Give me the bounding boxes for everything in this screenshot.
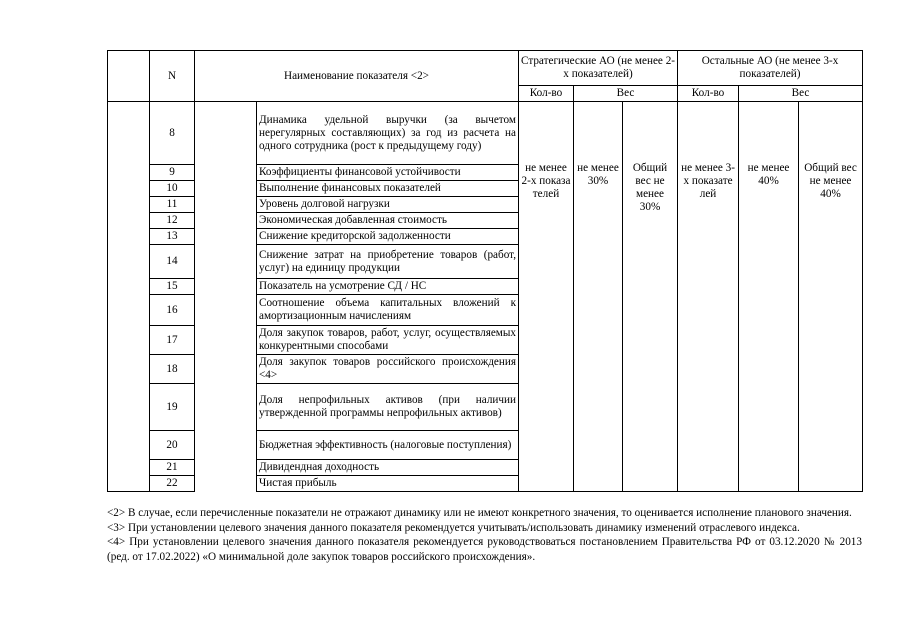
row-number: 16: [150, 295, 195, 326]
indicator-name: Бюджетная эффективность (налоговые поступления): [257, 431, 519, 460]
row-number: 8: [150, 102, 195, 165]
row-number: 11: [150, 197, 195, 213]
indicator-name: Уровень долговой нагрузки: [257, 197, 519, 213]
indicator-name: Снижение кредиторской задолженности: [257, 229, 519, 245]
row-number: 22: [150, 476, 195, 492]
indicator-name: Чистая прибыль: [257, 476, 519, 492]
row-number: 18: [150, 355, 195, 384]
n-column-header: N: [150, 51, 195, 102]
strategic-weight-cell: не менее 30%: [574, 102, 623, 492]
other-qty-header: Кол-во: [678, 86, 739, 102]
indicator-name: Доля непрофильных активов (при наличии утвержденной программы непрофильных активов): [257, 384, 519, 431]
indicator-name: Выполнение финансовых показателей: [257, 181, 519, 197]
strategic-qty-cell: не менее 2-х показа телей: [519, 102, 574, 492]
indicator-name: Соотношение объема капитальных вложений к амортизационным начислениям: [257, 295, 519, 326]
strategic-total-weight-cell: Общий вес не менее 30%: [623, 102, 678, 492]
footnotes: [107, 506, 862, 564]
row-number: 15: [150, 279, 195, 295]
indicators-table: [107, 50, 863, 492]
footnote: <4> При установлении целевого значения данного показателя рекомендуется руководствоваться постановлением Правительства РФ от 03.12.2020 № 2013 (ред. от 17.02.2022) «О минимальной доле закупок товаров российского происхождения».: [107, 536, 862, 563]
row-number: 10: [150, 181, 195, 197]
spacer-cell: [195, 102, 257, 492]
blank-cell: [108, 102, 150, 492]
row-number: 19: [150, 384, 195, 431]
row-number: 17: [150, 326, 195, 355]
indicator-name: Дивидендная доходность: [257, 460, 519, 476]
other-weight-header: Вес: [739, 86, 863, 102]
indicator-name: Коэффициенты финансовой устойчивости: [257, 165, 519, 181]
footnote: <3> При установлении целевого значения данного показателя рекомендуется учитывать/использовать динамику изменений отраслевого индекса.: [107, 521, 800, 534]
footnote: <2> В случае, если перечисленные показатели не отражают динамику или не имеют конкретного значения, то оценивается исполнение планового значения.: [107, 507, 852, 519]
name-column-header: Наименование показателя <2>: [195, 51, 519, 102]
blank-header-cell: [108, 51, 150, 102]
row-number: 13: [150, 229, 195, 245]
indicator-name: Экономическая добавленная стоимость: [257, 213, 519, 229]
strategic-weight-header: Вес: [574, 86, 678, 102]
row-number: 21: [150, 460, 195, 476]
other-weight-cell: не менее 40%: [739, 102, 799, 492]
strategic-ao-header: Стратегические АО (не менее 2-х показателей): [519, 51, 678, 86]
strategic-qty-header: Кол-во: [519, 86, 574, 102]
header-row: [108, 51, 863, 86]
indicator-name: Показатель на усмотрение СД / НС: [257, 279, 519, 295]
row-number: 12: [150, 213, 195, 229]
other-ao-header: Остальные АО (не менее 3-х показателей): [678, 51, 863, 86]
indicator-name: Доля закупок товаров, работ, услуг, осуществляемых конкурентными способами: [257, 326, 519, 355]
row-number: 14: [150, 245, 195, 279]
indicator-name: Снижение затрат на приобретение товаров (работ, услуг) на единицу продукции: [257, 245, 519, 279]
indicator-name: Динамика удельной выручки (за вычетом нерегулярных составляющих) за год из расчета на одного сотрудника (рост к предыдущему году): [257, 102, 519, 165]
indicator-name: Доля закупок товаров российского происхождения <4>: [257, 355, 519, 384]
other-total-weight-cell: Общий вес не менее 40%: [799, 102, 863, 492]
row-number: 9: [150, 165, 195, 181]
table-row: [108, 102, 863, 165]
row-number: 20: [150, 431, 195, 460]
other-qty-cell: не менее 3-х показате лей: [678, 102, 739, 492]
